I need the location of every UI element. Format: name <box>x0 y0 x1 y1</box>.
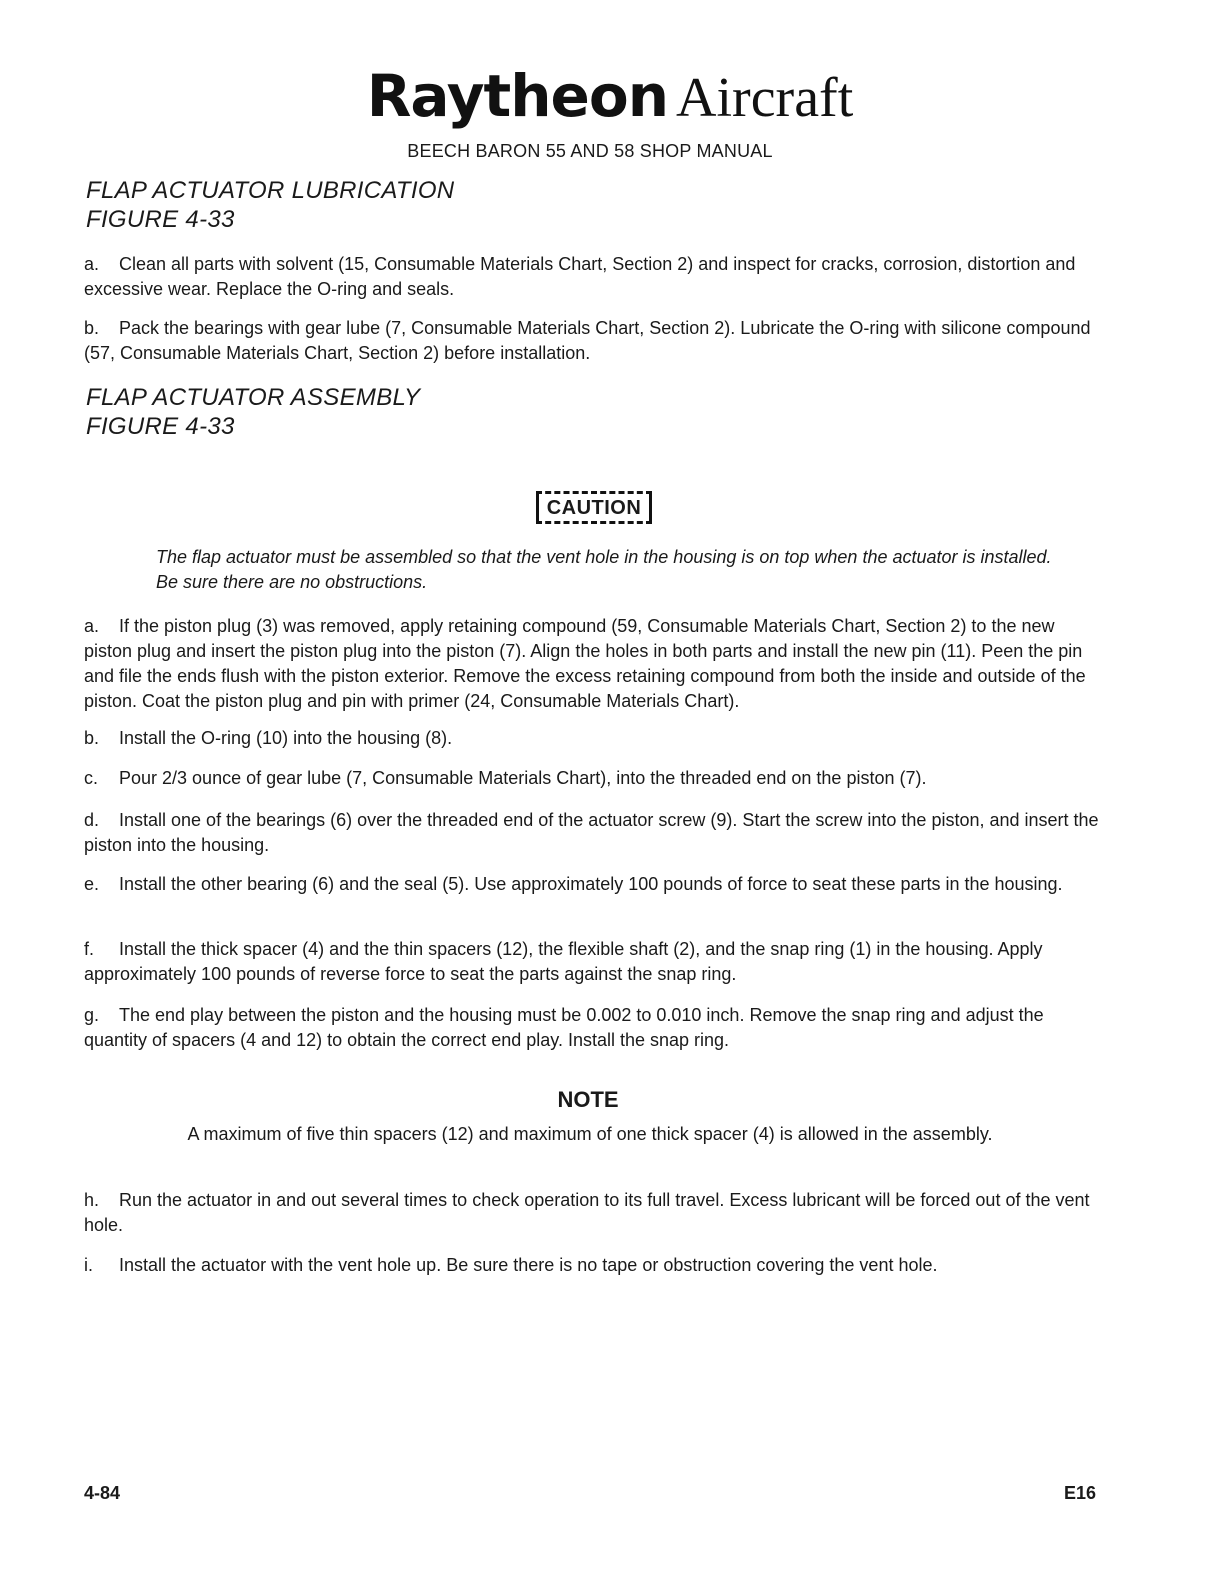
lubrication-heading <box>86 176 454 234</box>
step-marker: b. <box>84 728 100 748</box>
assembly-title: FLAP ACTUATOR ASSEMBLY <box>86 384 421 411</box>
caution-box <box>0 491 1188 524</box>
lubrication-step-b <box>84 316 1099 366</box>
lubrication-figure-ref: FIGURE 4-33 <box>86 206 235 233</box>
step-marker: b. <box>84 318 100 338</box>
lubrication-title: FLAP ACTUATOR LUBRICATION <box>86 177 455 204</box>
note-text: A maximum of five thin spacers (12) and maximum of one thick spacer (4) is allowed in the assembly. <box>187 1124 993 1144</box>
assembly-step-i <box>84 1253 1099 1278</box>
step-text: Install the other bearing (6) and the seal (5). Use approximately 100 pounds of force to seat these parts in the housing. <box>119 874 1063 894</box>
step-text: The end play between the piston and the housing must be 0.002 to 0.010 inch. Remove the snap ring and adjust the quantity of spacers (4 and 12) to obtain the correct end play. Install the snap ring. <box>84 1005 1044 1050</box>
caution-label: CAUTION <box>536 491 653 524</box>
logo-brand: Raytheon <box>366 62 669 130</box>
lubrication-step-a <box>84 252 1099 302</box>
step-marker: h. <box>84 1190 100 1210</box>
step-text: Install the thick spacer (4) and the thin spacers (12), the flexible shaft (2), and the snap ring (1) in the housing. Apply approximately 100 pounds of reverse force to seat the parts against the snap ring. <box>84 939 1043 984</box>
step-text: Pack the bearings with gear lube (7, Consumable Materials Chart, Section 2). Lubricate the O-ring with silicone compound (57, Consumable Materials Chart, Section 2) before installation. <box>84 318 1091 363</box>
step-text: Pour 2/3 ounce of gear lube (7, Consumable Materials Chart), into the threaded end on the piston (7). <box>119 768 927 788</box>
assembly-step-e <box>84 872 1099 897</box>
assembly-step-a <box>84 614 1099 714</box>
step-marker: d. <box>84 810 100 830</box>
assembly-step-b <box>84 726 1099 751</box>
assembly-heading <box>86 383 420 441</box>
step-marker: f. <box>84 939 95 959</box>
step-text: Install the O-ring (10) into the housing (8). <box>119 728 453 748</box>
assembly-step-f <box>84 937 1099 987</box>
assembly-step-c <box>84 766 1099 791</box>
step-marker: e. <box>84 874 100 894</box>
note-label: NOTE <box>557 1087 619 1112</box>
assembly-figure-ref: FIGURE 4-33 <box>86 413 235 440</box>
step-text: Install the actuator with the vent hole up. Be sure there is no tape or obstruction covering the vent hole. <box>119 1255 938 1275</box>
step-marker: i. <box>84 1255 93 1275</box>
step-marker: g. <box>84 1005 100 1025</box>
step-text: Install one of the bearings (6) over the threaded end of the actuator screw (9). Start the screw into the piston, and insert the piston into the housing. <box>84 810 1099 855</box>
step-text: If the piston plug (3) was removed, apply retaining compound (59, Consumable Materials Chart, Section 2) to the new piston plug and insert the piston plug into the piston (7). Align the holes in both parts and install the new pin (11). Peen the pin and file the ends flush with the piston exterior. Remove the excess retaining compound from both the inside and outside of the piston. Coat the piston plug and pin with primer (24, Consumable Materials Chart). <box>84 616 1086 711</box>
step-marker: a. <box>84 254 100 274</box>
assembly-step-d <box>84 808 1099 858</box>
caution-text: The flap actuator must be assembled so that the vent hole in the housing is on top when the actuator is installed. Be sure there are no obstructions. <box>156 547 1052 592</box>
step-text: Clean all parts with solvent (15, Consumable Materials Chart, Section 2) and inspect for cracks, corrosion, distortion and excessive wear. Replace the O-ring and seals. <box>84 254 1076 299</box>
assembly-step-h <box>84 1188 1099 1238</box>
page-number: 4-84 <box>84 1483 121 1503</box>
raytheon-aircraft-logo <box>0 62 1220 130</box>
revision-code: E16 <box>1063 1483 1096 1503</box>
assembly-step-g <box>84 1003 1099 1053</box>
step-marker: c. <box>84 768 99 788</box>
step-marker: a. <box>84 616 100 636</box>
manual-title: BEECH BARON 55 AND 58 SHOP MANUAL <box>407 141 773 161</box>
logo-suffix: Aircraft <box>676 67 854 129</box>
step-text: Run the actuator in and out several times to check operation to its full travel. Excess lubricant will be forced out of the vent hole. <box>84 1190 1090 1235</box>
